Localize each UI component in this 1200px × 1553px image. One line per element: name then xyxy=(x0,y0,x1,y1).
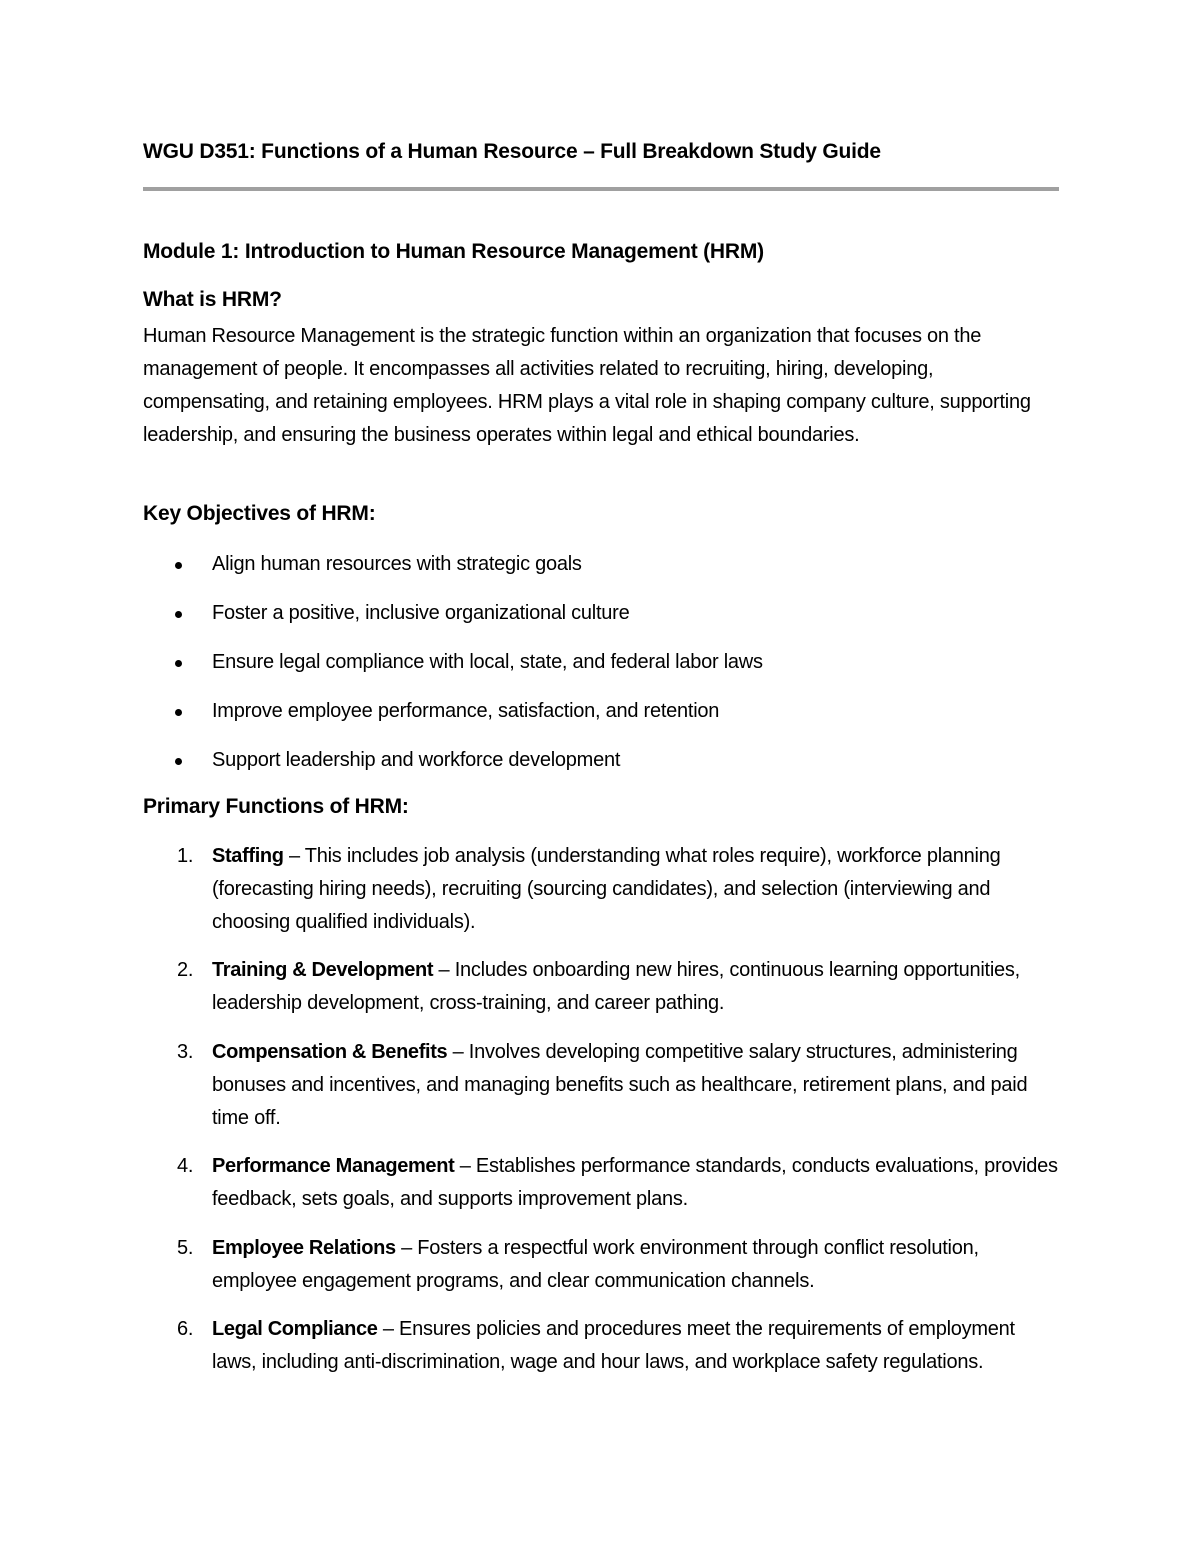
module-heading: Module 1: Introduction to Human Resource Management (HRM) xyxy=(143,240,764,263)
list-item xyxy=(143,1313,1059,1379)
list-item xyxy=(143,695,763,744)
list-item xyxy=(143,597,763,646)
function-text xyxy=(212,1232,1062,1298)
bullet-icon xyxy=(175,709,182,716)
item-number: 5. xyxy=(177,1237,194,1259)
objective-text: Ensure legal compliance with local, state, and federal labor laws xyxy=(212,651,763,673)
item-number: 6. xyxy=(177,1318,194,1340)
objective-text: Foster a positive, inclusive organizational culture xyxy=(212,602,630,624)
item-number: 2. xyxy=(177,959,194,981)
function-term: Staffing xyxy=(212,845,284,867)
function-term: Employee Relations xyxy=(212,1237,396,1259)
list-item xyxy=(143,840,1059,939)
function-text xyxy=(212,954,1062,1020)
bullet-icon xyxy=(175,562,182,569)
function-term: Performance Management xyxy=(212,1155,455,1177)
function-description: – Establishes performance standards, conducts evaluations, provides feedback, sets goals, and supports improvement plans. xyxy=(212,1155,1058,1210)
objective-text: Align human resources with strategic goals xyxy=(212,553,582,575)
key-objectives-list xyxy=(143,548,763,793)
function-term: Legal Compliance xyxy=(212,1318,378,1340)
primary-functions-heading: Primary Functions of HRM: xyxy=(143,795,409,818)
function-description: – This includes job analysis (understanding what roles require), workforce planning (forecasting hiring needs), recruiting (sourcing candidates), and selection (interviewing and choosing qualified individuals). xyxy=(212,845,1001,933)
function-description: – Fosters a respectful work environment through conflict resolution, employee engagement programs, and clear communication channels. xyxy=(212,1237,979,1292)
function-text xyxy=(212,1150,1062,1216)
objective-text: Improve employee performance, satisfaction, and retention xyxy=(212,700,720,722)
function-term: Compensation & Benefits xyxy=(212,1041,448,1063)
list-item xyxy=(143,1150,1059,1216)
item-number: 1. xyxy=(177,845,194,867)
function-description: – Includes onboarding new hires, continuous learning opportunities, leadership development, cross-training, and career pathing. xyxy=(212,959,1020,1014)
objective-text: Support leadership and workforce development xyxy=(212,749,621,771)
list-item xyxy=(143,646,763,695)
bullet-icon xyxy=(175,660,182,667)
key-objectives-heading: Key Objectives of HRM: xyxy=(143,502,376,525)
function-text xyxy=(212,840,1062,939)
function-description: – Ensures policies and procedures meet the requirements of employment laws, including anti-discrimination, wage and hour laws, and workplace safety regulations. xyxy=(212,1318,1015,1373)
function-description: – Involves developing competitive salary structures, administering bonuses and incentives, and managing benefits such as healthcare, retirement plans, and paid time off. xyxy=(212,1041,1028,1129)
function-term: Training & Development xyxy=(212,959,434,981)
what-is-hrm-heading: What is HRM? xyxy=(143,288,282,311)
function-text xyxy=(212,1313,1062,1379)
what-is-hrm-paragraph: Human Resource Management is the strategic function within an organization that focuses on the management of people. It encompasses all activities related to recruiting, hiring, developing, compensating, and retaining employees. HRM plays a vital role in shaping company culture, supporting leadership, and ensuring the business operates within legal and ethical boundaries. xyxy=(143,325,1031,446)
function-text xyxy=(212,1036,1062,1135)
bullet-icon xyxy=(175,611,182,618)
list-item xyxy=(143,954,1059,1020)
list-item xyxy=(143,1232,1059,1298)
item-number: 4. xyxy=(177,1155,194,1177)
list-item xyxy=(143,548,763,597)
document-title: WGU D351: Functions of a Human Resource – Full Breakdown Study Guide xyxy=(143,140,881,163)
list-item xyxy=(143,1036,1059,1135)
item-number: 3. xyxy=(177,1041,194,1063)
bullet-icon xyxy=(175,758,182,765)
title-divider xyxy=(143,187,1059,191)
list-item xyxy=(143,744,763,793)
